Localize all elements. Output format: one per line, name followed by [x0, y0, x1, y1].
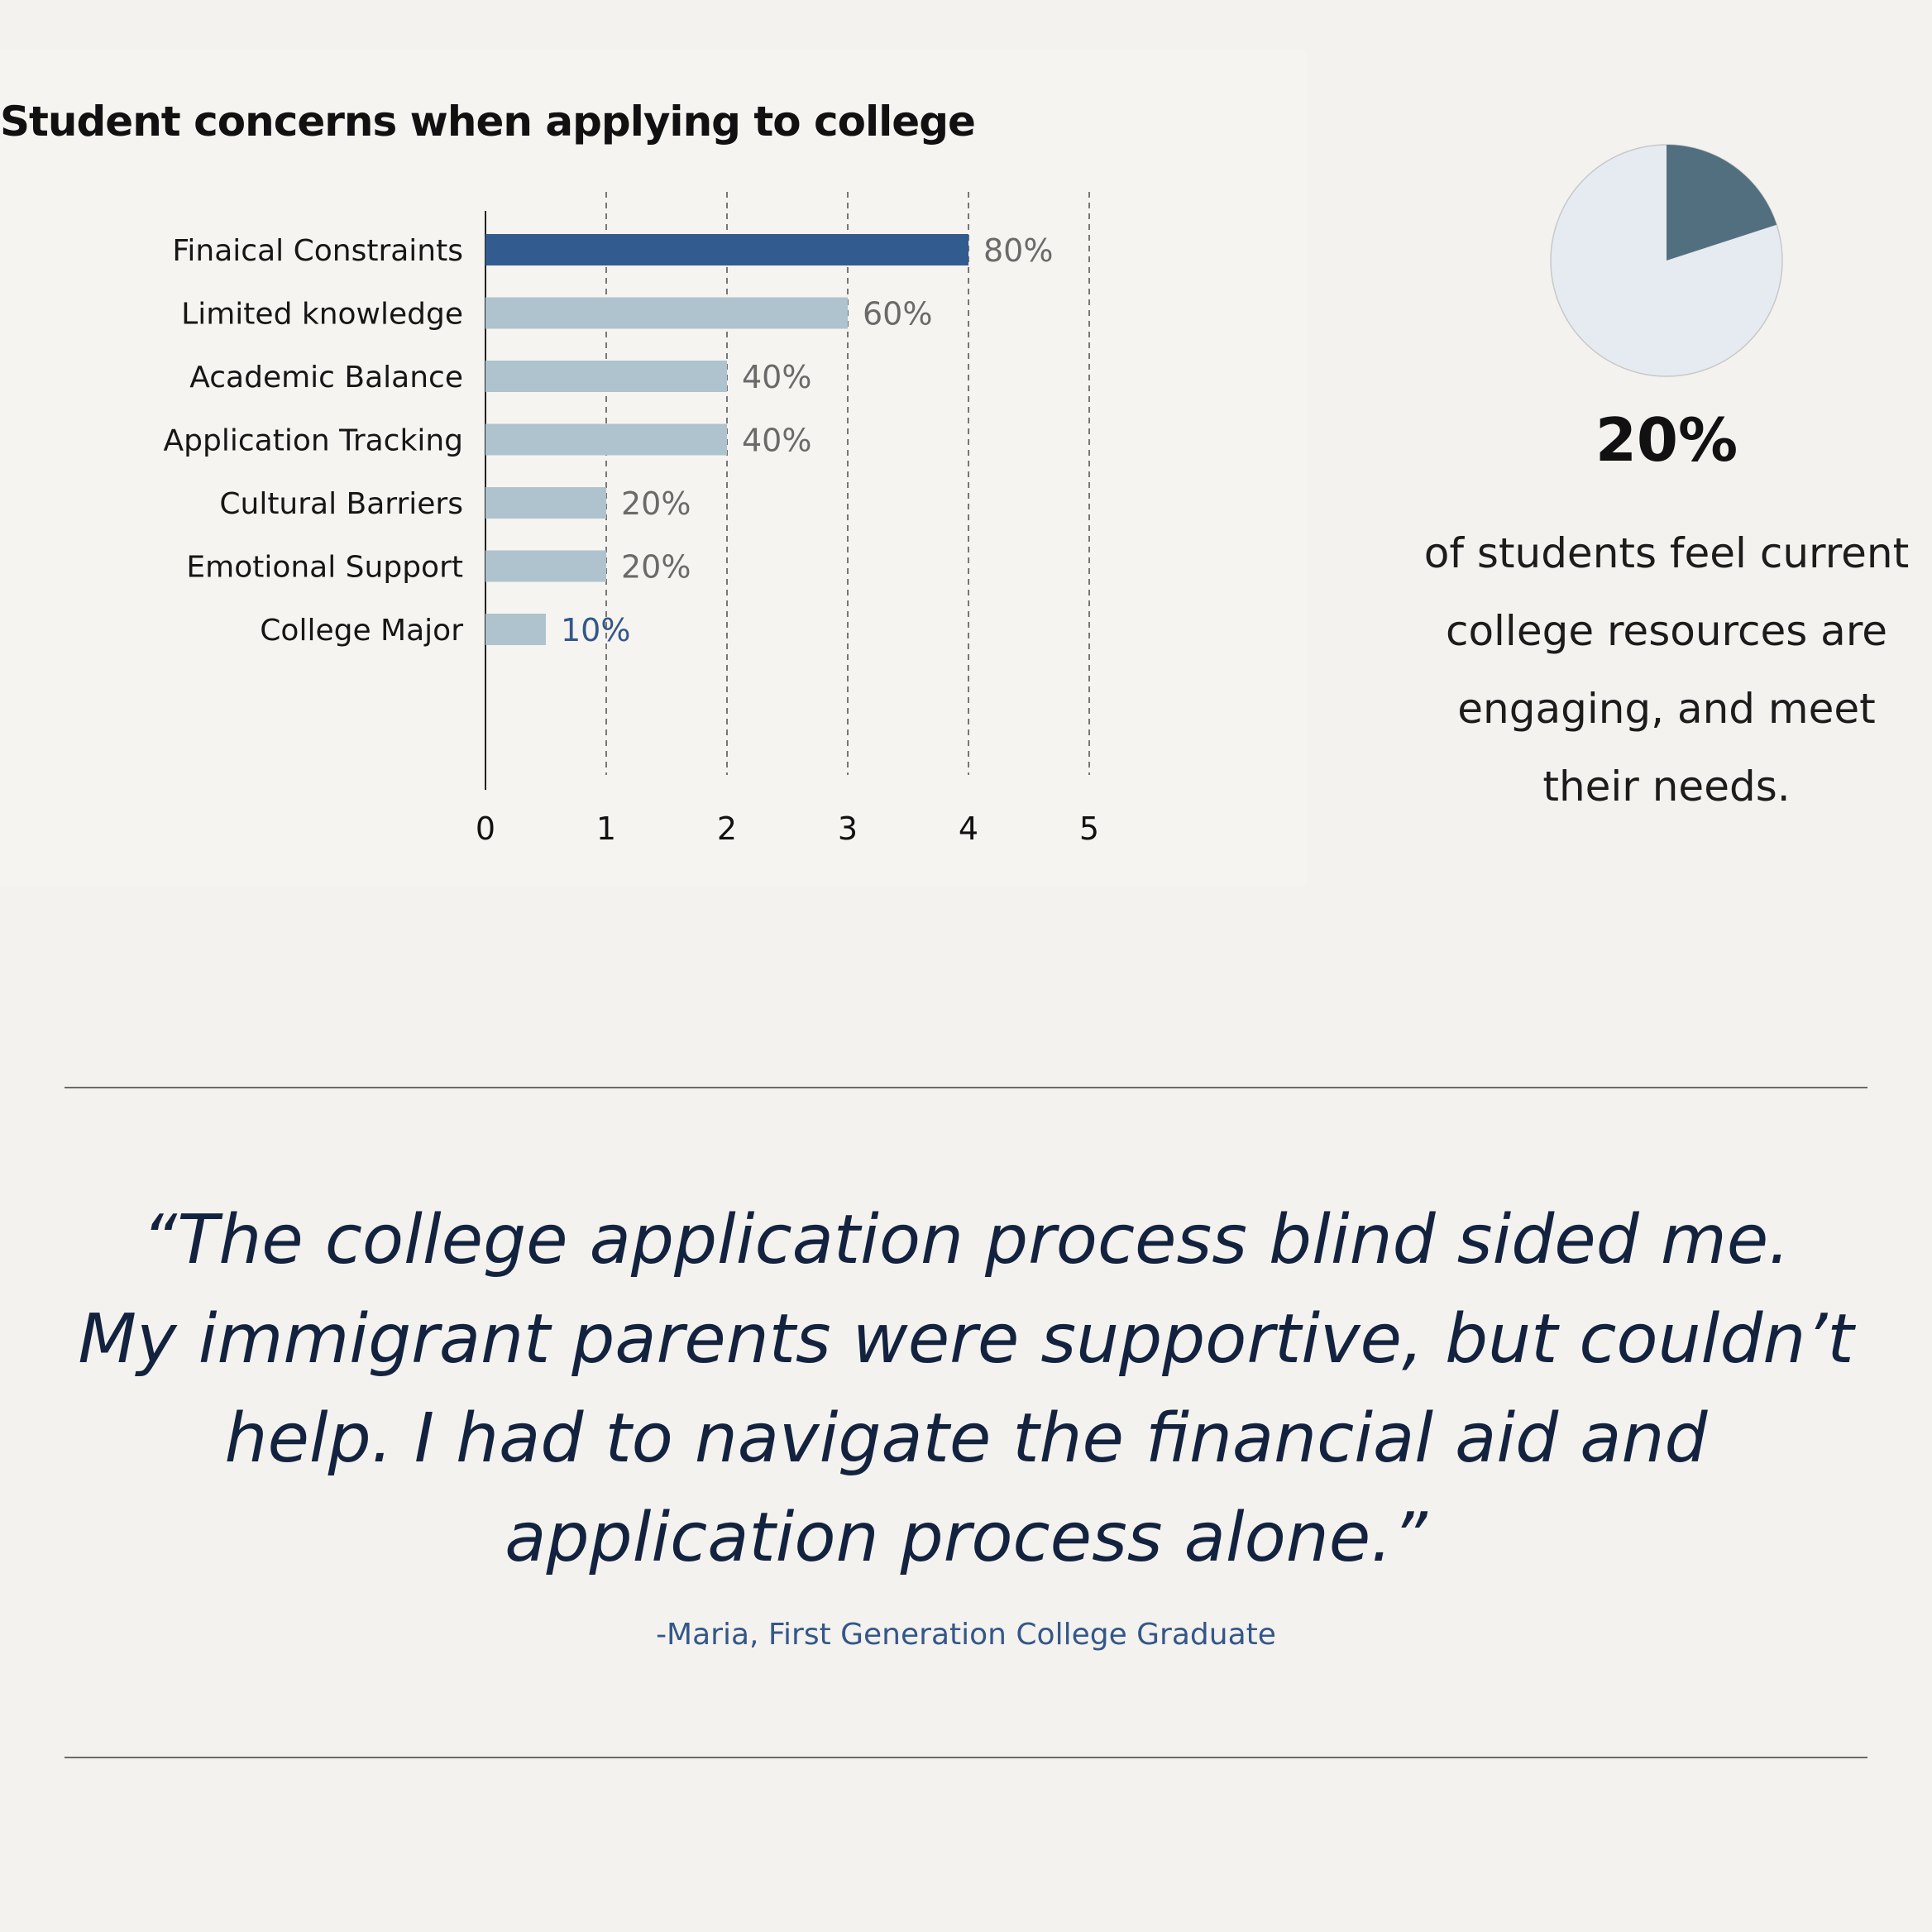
- pie-caption-line: of students feel current: [1423, 529, 1910, 577]
- category-label: College Major: [260, 614, 463, 648]
- pie-caption-line: college resources are: [1445, 607, 1888, 655]
- bar: [485, 361, 727, 392]
- divider-bottom: [65, 1757, 1867, 1758]
- data-label: 10%: [561, 612, 631, 648]
- pie-stat: 20%: [1595, 405, 1738, 475]
- chart-title: Student concerns when applying to college: [0, 98, 975, 146]
- data-label: 60%: [863, 295, 933, 332]
- testimonial-quote: [65, 1191, 1867, 1588]
- category-label: Emotional Support: [186, 550, 463, 585]
- quote-line: application process alone.”: [505, 1499, 1427, 1577]
- pie-caption-line: their needs.: [1542, 763, 1791, 811]
- quote-line: “The college application process blind sided me.: [141, 1201, 1791, 1279]
- data-label: 40%: [742, 359, 812, 395]
- bar: [485, 234, 968, 265]
- x-tick-label: 4: [958, 811, 979, 847]
- data-label: 80%: [983, 232, 1054, 269]
- category-label: Limited knowledge: [181, 297, 463, 332]
- pie-caption: [1406, 514, 1927, 825]
- bar: [485, 298, 848, 329]
- x-tick-label: 0: [475, 811, 496, 847]
- data-label: 40%: [742, 422, 812, 459]
- category-label: Application Tracking: [163, 423, 463, 458]
- divider-top: [65, 1087, 1867, 1088]
- x-tick-label: 2: [716, 811, 738, 847]
- bar: [485, 614, 546, 645]
- bar: [485, 487, 606, 519]
- bar-chart: [0, 0, 1158, 868]
- x-tick-label: 3: [837, 811, 858, 847]
- category-label: Cultural Barriers: [219, 487, 463, 521]
- pie-caption-line: engaging, and meet: [1457, 685, 1876, 733]
- quote-line: help. I had to navigate the financial aid and: [224, 1399, 1708, 1478]
- pie-chart: [1547, 141, 1786, 380]
- category-label: Academic Balance: [189, 361, 463, 395]
- category-label: Finaical Constraints: [172, 234, 463, 268]
- quote-attribution: -Maria, First Generation College Graduate: [656, 1618, 1276, 1652]
- bar: [485, 424, 727, 456]
- data-label: 20%: [621, 485, 691, 522]
- data-label: 20%: [621, 548, 691, 586]
- pie-chart-wrap: [1547, 141, 1786, 385]
- x-tick-label: 1: [595, 811, 617, 847]
- x-tick-label: 5: [1078, 811, 1100, 847]
- quote-line: My immigrant parents were supportive, but couldn’t: [78, 1300, 1854, 1379]
- bar: [485, 551, 606, 582]
